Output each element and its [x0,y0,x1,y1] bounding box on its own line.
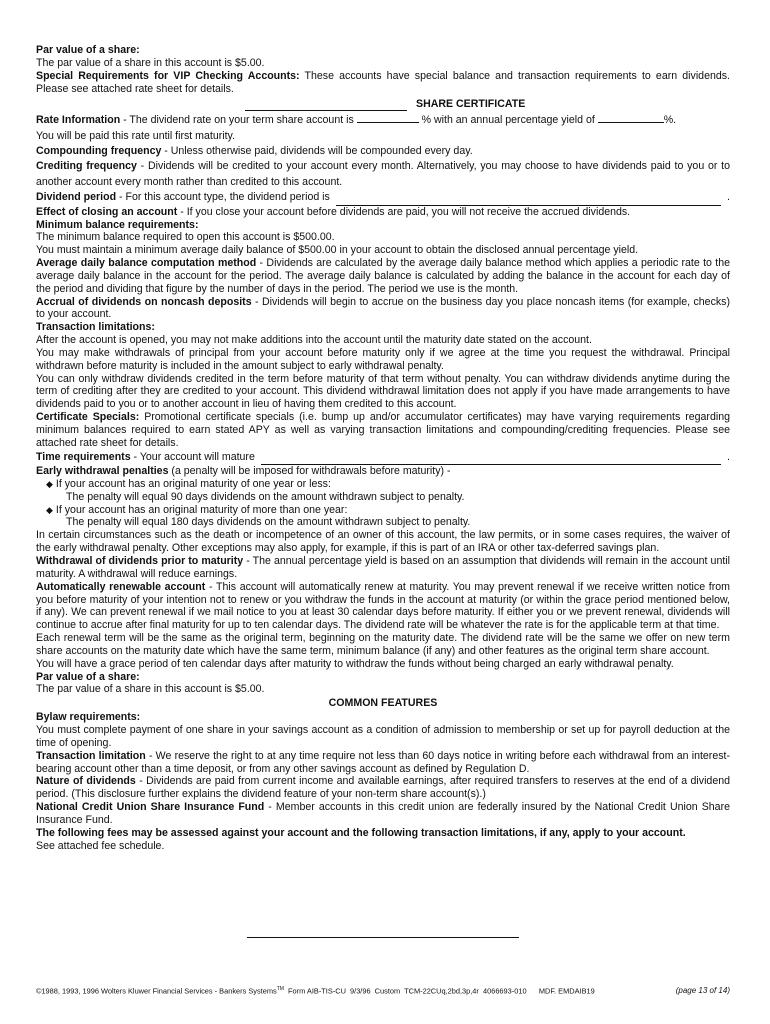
tx-limitation-text: - We reserve the right to at any time require not less than 60 days notice in writing before each withdrawal from an interest-bearing account other than a time deposit, or from any other savings account as defined by Regulation D. [36,749,730,775]
header-rule [245,100,407,111]
crediting-label: Crediting frequency [36,160,137,173]
transaction-limitation [36,750,730,776]
time-req-end: . [727,450,730,463]
common-features-title: COMMON FEATURES [328,697,438,710]
renewable-label: Automatically renewable account [36,580,206,593]
bullet-more-than-one-year [36,504,730,517]
dividend-period-label: Dividend period [36,191,117,204]
penalty-180-days: The penalty will equal 180 days dividends on the amount withdrawn subject to penalty. [66,516,471,529]
accrual-label: Accrual of dividends on noncash deposits [36,295,252,308]
rate-text-3: %. [663,114,677,127]
dividend-rate-blank [357,113,419,123]
closing-label: Effect of closing an account [36,205,178,218]
minimum-balance-open: The minimum balance required to open this account is $500.00. [36,231,335,244]
apy-blank [598,113,664,123]
fees-text: See attached fee schedule. [36,839,165,852]
fees-heading: The following fees may be assessed against your account and the following transaction limitations, if any, apply to your account. [36,826,686,839]
diamond-bullet-icon: ◆ [46,478,53,489]
withdrawal-div-text: - The annual percentage yield is based on an assumption that dividends will remain in the account until maturity. A withdrawal will reduce earnings. [36,555,730,580]
compounding-text: - Unless otherwise paid, dividends will be compounded every day. [161,145,473,158]
withdrawal-div-label: Withdrawal of dividends prior to maturity [36,555,244,567]
bylaw-heading: Bylaw requirements: [36,711,141,724]
early-withdrawal-label: Early withdrawal penalties [36,465,169,478]
accrual-noncash [36,296,730,322]
rate-until-maturity: You will be paid this rate until first maturity. [36,129,236,142]
ncusif-text: - Member accounts in this credit union are federally insured by the National Credit Union Share Insurance Fund. [36,801,730,826]
accrual-text: - Dividends will begin to accrue on the business day you place noncash items (for example, checks) to your account. [36,295,730,321]
dividend-period-blank [336,195,721,206]
renewal-term: Each renewal term will be the same as the original term, beginning on the maturity date. The dividend rate will be the same we offer on new term share accounts on the maturity date which have the same term, minimum balance (if any) and other features as the original term share account. [36,632,730,657]
closing-text: - If you close your account before dividends are paid, you will not receive the accrued dividends. [177,205,631,218]
nature-label: Nature of dividends [36,775,136,788]
par-value-text: The par value of a share in this account is $5.00. [36,56,265,69]
tx-limitation-label: Transaction limitation [36,749,146,762]
crediting-text: - Dividends will be credited to your account every month. Alternatively, you may choose to have dividends paid to you or to another account every month rather than credited to this account. [36,160,730,188]
rate-information [36,113,730,128]
avg-daily-label: Average daily balance computation method [36,257,257,270]
automatically-renewable [36,581,730,632]
time-req-text: - Your account will mature [130,450,255,463]
time-req-label: Time requirements [36,450,131,463]
rate-label: Rate Information [36,114,121,127]
transaction-limitations-1: After the account is opened, you may not make additions into the account until the maturity date stated on the account. [36,334,592,347]
share-certificate-header [36,98,730,111]
transaction-limitations-3: You can only withdraw dividends credited in the term before maturity of that term without penalty. You can withdraw dividends anytime during the term of crediting after they are credited to your account. This dividend withdrawal limitation does not apply if you have made arrangements to have dividends paid to you or to another account in lieu of having them credited to this account. [36,372,730,411]
par-value-heading-2: Par value of a share: [36,670,140,683]
penalty-90-days: The penalty will equal 90 days dividends on the amount withdrawn subject to penalty. [66,490,465,503]
ncusif-label: National Credit Union Share Insurance Fund [36,801,265,814]
nature-text: - Dividends are paid from current income and available earnings, after required transfers to reserves at the end of a dividend period. (This disclosure further explains the dividend feature of your non-term share account(s).) [36,775,730,801]
rate-text-2: % with an annual percentage yield of [418,114,598,127]
par-value-text-2: The par value of a share in this account is $5.00. [36,683,265,696]
crediting-frequency [36,159,730,190]
disclosure-document [36,44,730,852]
transaction-limitations-2: You may make withdrawals of principal from your account before maturity only if we agree at the time you request the withdrawal. Principal withdrawn before maturity is included in the amount subject to early withdrawal penalty. [36,346,730,372]
penalty-waiver: In certain circumstances such as the death or incompetence of an owner of this account, the law permits, or in some cases requires, the waiver of the early withdrawal penalty. Other exceptions may also apply, for example, if this is part of an IRA or other tax-deferred savings plan. [36,529,730,555]
dividend-period [36,190,730,205]
vip-requirements [36,70,730,96]
ncusif [36,801,730,827]
bullet-one-year [36,478,730,491]
compounding-label: Compounding frequency [36,145,162,158]
certificate-specials [36,411,730,450]
rate-text-1: - The dividend rate on your term share account is [120,114,357,127]
bottom-rule [247,937,519,938]
cert-specials-label: Certificate Specials: [36,411,140,424]
bullet-more-year-text: If your account has an original maturity of more than one year: [55,503,348,516]
diamond-bullet-icon: ◆ [46,504,53,515]
maturity-blank [261,454,721,465]
early-withdrawal-penalties [36,465,730,478]
footer-copyright: ©1988, 1993, 1996 Wolters Kluwer Financial Services - Bankers Systems [36,986,277,996]
renewable-text: - This account will automatically renew at maturity. You may prevent renewal if we receive written notice from you before maturity of your intention not to renew or you withdraw the funds in the account at maturity (or within the grace period mentioned below, if any). We can prevent renewal if we mail notice to you at least 30 calendar days before maturity. If either you or we prevent renewal, dividends will continue to accrue after final maturity for up to ten calendar days. The dividend rate will be whatever the rate is for the applicable term at that time. [36,580,730,632]
cert-specials-text: Promotional certificate specials (i.e. bump up and/or accumulator certificates) may have varying requirements regarding minimum balances required to earn stated APY as well as varying transaction limitations and compounding/crediting frequencies. Please see attached rate sheet for details. [36,411,730,449]
compounding-frequency [36,144,730,159]
dividend-period-end: . [727,191,730,204]
vip-text: These accounts have special balance and transaction requirements to earn dividends. Please see attached rate sheet for details. [36,69,730,95]
footer-form-info: Form AIB-TIS-CU 9/3/96 Custom TCM-22CUq,2bd,3p,4r 4066693-010 MDF. EMDAIB19 [283,986,595,996]
footer-page-number: (page 13 of 14) [675,986,730,995]
footer [36,986,730,995]
bullet-one-year-text: If your account has an original maturity of one year or less: [55,477,331,490]
avg-daily-text: - Dividends are calculated by the average daily balance method which applies a periodic rate to the average daily balance in the account for the period. The average daily balance is calculated by adding the balance in the account for each day of the period and dividing that figure by the number of days in the period. The period we use is the month. [36,257,730,295]
transaction-limitations-heading: Transaction limitations: [36,321,155,334]
vip-label: Special Requirements for VIP Checking Accounts: [36,69,300,82]
minimum-balance-maintain: You must maintain a minimum average daily balance of $500.00 in your account to obtain the disclosed annual percentage yield. [36,244,639,257]
withdrawal-of-dividends [36,555,730,581]
share-certificate-title: SHARE CERTIFICATE [416,98,526,111]
early-withdrawal-text: (a penalty will be imposed for withdrawals before maturity) - [168,465,451,478]
grace-period: You will have a grace period of ten calendar days after maturity to withdraw the funds without being charged an early withdrawal penalty. [36,657,674,670]
bylaw-text: You must complete payment of one share in your savings account as a condition of admission to membership or set up for payroll deduction at the time of opening. [36,723,730,749]
dividend-period-text: - For this account type, the dividend period is [116,191,330,204]
time-requirements [36,450,730,465]
minimum-balance-heading: Minimum balance requirements: [36,218,199,231]
par-value-heading: Par value of a share: [36,44,140,56]
nature-of-dividends [36,775,730,801]
footer-trademark: TM [276,986,284,992]
effect-of-closing [36,206,730,219]
average-daily-balance [36,257,730,296]
